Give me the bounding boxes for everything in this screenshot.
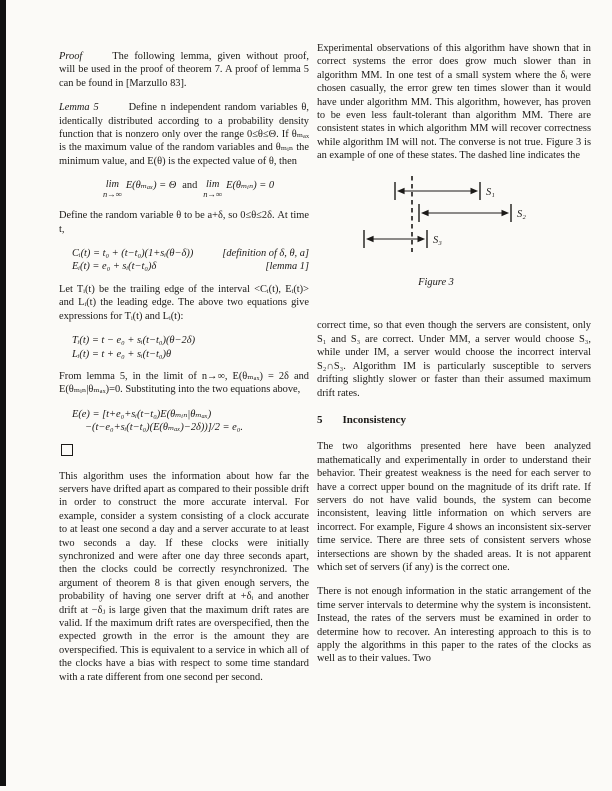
figure3-drawing (317, 174, 591, 258)
figure3 (317, 174, 591, 290)
paragraph-discussion: This algorithm uses the information about how far the servers have drifted apart as compared to their possible drift in order to construct the more accurate interval. For example, consider a system consisting of a clock accurate to at least one second a day and a server accurate to at least two seconds a day. If these clocks were initially synchronized and were after one day three seconds apart, then the clocks could be correctly resynchronized. The argument of theorem 8 is that given enough servers, the probability of having one server drift at +δᵢ and another drift at −δⱼ is large given that the maximum drift rates are valid. If the maximum drift rates are overspecified, then the expected growth in the error is the amount they are overspecified. This is equivalent to a service in which all of the clocks have a bias with respect to some time standard with a rate different from one second per second. (59, 470, 309, 683)
equation-ce (72, 247, 309, 274)
equation-expected-error (59, 408, 309, 435)
interval-s3 (364, 230, 442, 248)
qed-box (61, 444, 73, 456)
paragraph-lemma5 (59, 101, 309, 168)
lim-body-2: E(θₘᵢₙ) = 0 (226, 180, 275, 192)
equation-e-note: [lemma 1] (265, 261, 309, 273)
equation-t: Tᵢ(t) = t − e₀ + sᵢ(t−t₀)(θ−2δ) (72, 335, 196, 347)
lemma5-lead: Lemma 5 (59, 102, 99, 114)
lim-word-1: lim (105, 179, 120, 191)
paragraph-proof (59, 50, 309, 90)
paragraph-two-algorithms: The two algorithms presented here have been analyzed mathematically and experimentally in order to understand their behavior. Their greatest weakness is the need for each server to have a correct upper bound on the magnitude of its drift rate. If servers do not have valid bounds, the system can become inconsistent, leaving little information on which servers are incorrect. For example, Figure 4 shows an inconsistent six-server time service. There are three sets of consistent servers whose intersections are shown by the shaded areas. It is not apparent which set of servers (if any) is the correct one. (317, 441, 591, 573)
equation-c: Cᵢ(t) = t₀ + (t−t₀)(1+sᵢ(θ−δ)) (72, 248, 194, 260)
equation-l: Lᵢ(t) = t + e₀ + sᵢ(t−t₀)θ (72, 348, 172, 360)
section-title: Inconsistency (342, 413, 407, 426)
right-column (317, 42, 591, 677)
lim-under-2: n→∞ (203, 189, 223, 200)
lim-body-1: E(θₘₐₓ) = Θ (125, 180, 177, 192)
equation-ce-line2 (72, 260, 309, 273)
equation-c-note: [definition of δ, θ, a] (222, 248, 309, 260)
equation-limits (103, 179, 309, 199)
equation-e: Eᵢ(t) = e₀ + sᵢ(t−t₀)δ (72, 261, 157, 273)
label-s3: S₃ (433, 234, 442, 246)
left-column (59, 50, 309, 695)
proof-lead: Proof (59, 51, 83, 62)
paragraph-correct-time: correct time, so that even though the servers are consistent, only S₁ and S₃ are correct. Under MM, a server would choose S₃, while under IM, a server would choose the incorrect interval S₂∩S₃. Algorithm IM is particularly susceptible to servers drifting slightly slower or faster than their assumed maximum drift rates. (317, 320, 591, 399)
lim-conjunction: and (182, 180, 198, 192)
interval-s1 (395, 182, 495, 200)
lim-word-2: lim (206, 179, 220, 191)
lim-operator-2 (203, 179, 222, 199)
section-number: 5 (317, 413, 323, 426)
equation-ee-line1: E(e) = [t+e₀+sᵢ(t−t₀)E(θₘᵢₙ|θₘₐₓ) (72, 408, 212, 420)
section-heading-5 (317, 414, 591, 427)
lim-under-1: n→∞ (103, 189, 122, 200)
paragraph-static-arrangement: There is not enough information in the static arrangement of the time server intervals to determine why the system is inconsistent. Instead, the rates of the servers must be examined in order to determine how to recover. An interesting approach to this is to apply the algorithms in this paper to the rates of the clocks as well as to their values. Two (317, 586, 591, 665)
lim-operator-1 (103, 179, 122, 199)
label-s1: S₁ (486, 186, 495, 198)
proof-text: The following lemma, given without proof, will be used in the proof of theorem 7. A proof of lemma 5 can be found in [Marzullo 83]. (59, 51, 309, 89)
interval-s2 (419, 204, 526, 222)
lemma5-text: Define n independent random variables θ, identically distributed according to a probability density function that is nonzero only over the range 0≤θ≤Θ. If θₘₐₓ is the maximum value of the random variables and θₘᵢₙ the minimum value, and E(θ) is the expected value of θ, then (59, 102, 309, 167)
paragraph-experimental: Experimental observations of this algorithm have shown that in correct systems the error does grow much slower than in algorithm MM. In one test of a small system where the δᵢ were chosen casually, the error grew ten times slower than it would have under algorithm MM. This algorithm, however, has proven to be even less fault-tolerant than algorithm MM. There are consistent states in which algorithm MM will recover correctness while algorithm IM will not. The converse is not true. Figure 3 is an example of one of these states. The dashed line indicates the (317, 43, 591, 162)
paragraph-limit: From lemma 5, in the limit of n→∞, E(θₘₐₓ) = 2δ and E(θₘᵢₙ|θₘₐₓ)=0. Substituting into the two equations above, (59, 370, 309, 396)
figure3-caption: Figure 3 (418, 277, 454, 289)
equation-ce-line1 (72, 247, 309, 260)
scan-edge-left (0, 0, 6, 786)
equation-ee-line2: −(t−e₀+sᵢ(t−t₀)(E(θₘₐₓ)−2δ))]/2 = e₀. (85, 422, 243, 434)
paragraph-define-theta: Define the random variable θ to be a+δ, so 0≤θ≤2δ. At time t, (59, 210, 309, 235)
equation-tl (72, 334, 309, 361)
label-s2: S₂ (517, 208, 526, 220)
paragraph-edges: Let Tᵢ(t) be the trailing edge of the interval <Cᵢ(t), Eᵢ(t)> and Lᵢ(t) the leading edge. The above two equations give expressions for Tᵢ(t) and Lᵢ(t): (59, 283, 309, 322)
